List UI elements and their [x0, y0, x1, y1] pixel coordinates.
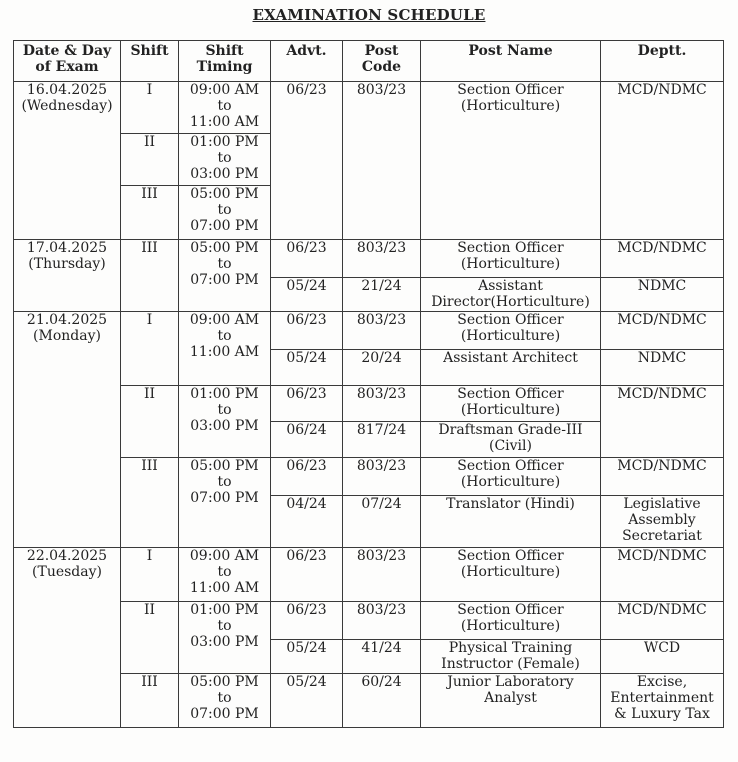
post-code-cell: 803/23	[343, 548, 421, 602]
time-to: to	[217, 474, 232, 490]
date-text: 17.04.2025	[26, 240, 108, 256]
post-code-cell: 803/23	[343, 312, 421, 350]
advt-cell: 06/23	[271, 602, 343, 640]
timing-cell	[179, 134, 271, 186]
header-post-code: Post Code	[343, 41, 421, 82]
post-code-cell: 803/23	[343, 602, 421, 640]
time-to: to	[217, 150, 232, 166]
deptt-cell: NDMC	[601, 278, 724, 312]
table-row	[14, 82, 724, 134]
header-date: Date & Day of Exam	[14, 41, 121, 82]
date-cell	[14, 548, 121, 728]
time-to: to	[217, 618, 232, 634]
page-title: EXAMINATION SCHEDULE	[252, 6, 486, 24]
post-name-cell: Section Officer (Horticulture)	[421, 240, 601, 278]
time-end: 07:00 PM	[190, 218, 259, 234]
post-name-cell: Draftsman Grade-III (Civil)	[421, 422, 601, 458]
advt-cell: 04/24	[271, 496, 343, 548]
advt-cell: 06/23	[271, 548, 343, 602]
deptt-cell: MCD/NDMC	[601, 240, 724, 278]
table-row	[14, 602, 724, 640]
deptt-cell: Excise, Entertainment & Luxury Tax	[601, 674, 724, 728]
date-cell	[14, 82, 121, 240]
day-text: (Tuesday)	[32, 564, 102, 580]
post-code-cell: 803/23	[343, 386, 421, 422]
table-row	[14, 386, 724, 422]
time-to: to	[217, 690, 232, 706]
deptt-cell: MCD/NDMC	[601, 386, 724, 458]
time-end: 11:00 AM	[189, 114, 260, 130]
time-start: 05:00 PM	[190, 240, 259, 256]
time-start: 05:00 PM	[190, 458, 259, 474]
header-shift: Shift	[121, 41, 179, 82]
post-code-cell: 21/24	[343, 278, 421, 312]
day-text: (Thursday)	[28, 256, 106, 272]
date-cell	[14, 240, 121, 312]
time-to: to	[217, 564, 232, 580]
day-text: (Wednesday)	[21, 98, 113, 114]
schedule-table	[13, 40, 724, 728]
deptt-cell: WCD	[601, 640, 724, 674]
post-name-cell: Translator (Hindi)	[421, 496, 601, 548]
advt-cell: 05/24	[271, 674, 343, 728]
time-end: 11:00 AM	[189, 344, 260, 360]
post-name-cell: Section Officer (Horticulture)	[421, 82, 601, 240]
post-code-cell: 803/23	[343, 240, 421, 278]
post-name-cell: Section Officer (Horticulture)	[421, 312, 601, 350]
advt-cell: 06/23	[271, 312, 343, 350]
advt-cell: 06/23	[271, 386, 343, 422]
advt-cell: 05/24	[271, 278, 343, 312]
deptt-cell: MCD/NDMC	[601, 548, 724, 602]
time-to: to	[217, 202, 232, 218]
post-name-cell: Section Officer (Horticulture)	[421, 548, 601, 602]
timing-cell	[179, 82, 271, 134]
post-name-cell: Section Officer (Horticulture)	[421, 386, 601, 422]
time-to: to	[217, 402, 232, 418]
deptt-cell: NDMC	[601, 350, 724, 386]
time-end: 11:00 AM	[189, 580, 260, 596]
time-start: 09:00 AM	[189, 548, 260, 564]
time-start: 01:00 PM	[190, 386, 259, 402]
timing-cell	[179, 602, 271, 674]
shift-cell: I	[121, 312, 179, 386]
post-name-cell: Assistant Director(Horticulture)	[421, 278, 601, 312]
time-end: 07:00 PM	[190, 490, 259, 506]
table-row	[14, 240, 724, 278]
shift-cell: II	[121, 602, 179, 674]
shift-cell: I	[121, 82, 179, 134]
table-row	[14, 674, 724, 728]
time-start: 09:00 AM	[189, 82, 260, 98]
post-code-cell: 20/24	[343, 350, 421, 386]
advt-cell: 06/23	[271, 240, 343, 278]
post-code-cell: 60/24	[343, 674, 421, 728]
time-start: 05:00 PM	[190, 186, 259, 202]
post-name-cell: Physical Training Instructor (Female)	[421, 640, 601, 674]
time-end: 07:00 PM	[190, 706, 259, 722]
shift-cell: III	[121, 240, 179, 312]
deptt-cell: MCD/NDMC	[601, 82, 724, 240]
advt-cell: 06/23	[271, 82, 343, 240]
time-end: 03:00 PM	[190, 166, 259, 182]
advt-cell: 06/24	[271, 422, 343, 458]
shift-cell: III	[121, 186, 179, 240]
post-code-cell: 803/23	[343, 458, 421, 496]
post-code-cell: 41/24	[343, 640, 421, 674]
post-code-cell: 803/23	[343, 82, 421, 240]
shift-cell: II	[121, 134, 179, 186]
advt-cell: 05/24	[271, 350, 343, 386]
header-timing: Shift Timing	[179, 41, 271, 82]
table-row	[14, 312, 724, 350]
day-text: (Monday)	[33, 328, 101, 344]
timing-cell	[179, 240, 271, 312]
time-to: to	[217, 98, 232, 114]
time-end: 03:00 PM	[190, 418, 259, 434]
time-to: to	[217, 328, 232, 344]
time-start: 09:00 AM	[189, 312, 260, 328]
date-text: 21.04.2025	[26, 312, 108, 328]
deptt-cell: MCD/NDMC	[601, 602, 724, 640]
shift-cell: II	[121, 386, 179, 458]
header-deptt: Deptt.	[601, 41, 724, 82]
header-row	[14, 41, 724, 82]
time-end: 03:00 PM	[190, 634, 259, 650]
timing-cell	[179, 674, 271, 728]
post-name-cell: Junior Laboratory Analyst	[421, 674, 601, 728]
header-advt: Advt.	[271, 41, 343, 82]
date-text: 22.04.2025	[26, 548, 108, 564]
deptt-cell: MCD/NDMC	[601, 458, 724, 496]
time-start: 01:00 PM	[190, 134, 259, 150]
date-text: 16.04.2025	[26, 82, 108, 98]
post-name-cell: Assistant Architect	[421, 350, 601, 386]
deptt-cell: MCD/NDMC	[601, 312, 724, 350]
post-name-cell: Section Officer (Horticulture)	[421, 458, 601, 496]
timing-cell	[179, 458, 271, 548]
time-end: 07:00 PM	[190, 272, 259, 288]
shift-cell: III	[121, 674, 179, 728]
timing-cell	[179, 548, 271, 602]
advt-cell: 06/23	[271, 458, 343, 496]
header-post-name: Post Name	[421, 41, 601, 82]
timing-cell	[179, 186, 271, 240]
time-start: 01:00 PM	[190, 602, 259, 618]
timing-cell	[179, 312, 271, 386]
deptt-cell: Legislative Assembly Secretariat	[601, 496, 724, 548]
time-start: 05:00 PM	[190, 674, 259, 690]
date-cell	[14, 312, 121, 548]
post-code-cell: 817/24	[343, 422, 421, 458]
time-to: to	[217, 256, 232, 272]
shift-cell: III	[121, 458, 179, 548]
table-row	[14, 458, 724, 496]
timing-cell	[179, 386, 271, 458]
post-code-cell: 07/24	[343, 496, 421, 548]
post-name-cell: Section Officer (Horticulture)	[421, 602, 601, 640]
advt-cell: 05/24	[271, 640, 343, 674]
shift-cell: I	[121, 548, 179, 602]
table-row	[14, 548, 724, 602]
